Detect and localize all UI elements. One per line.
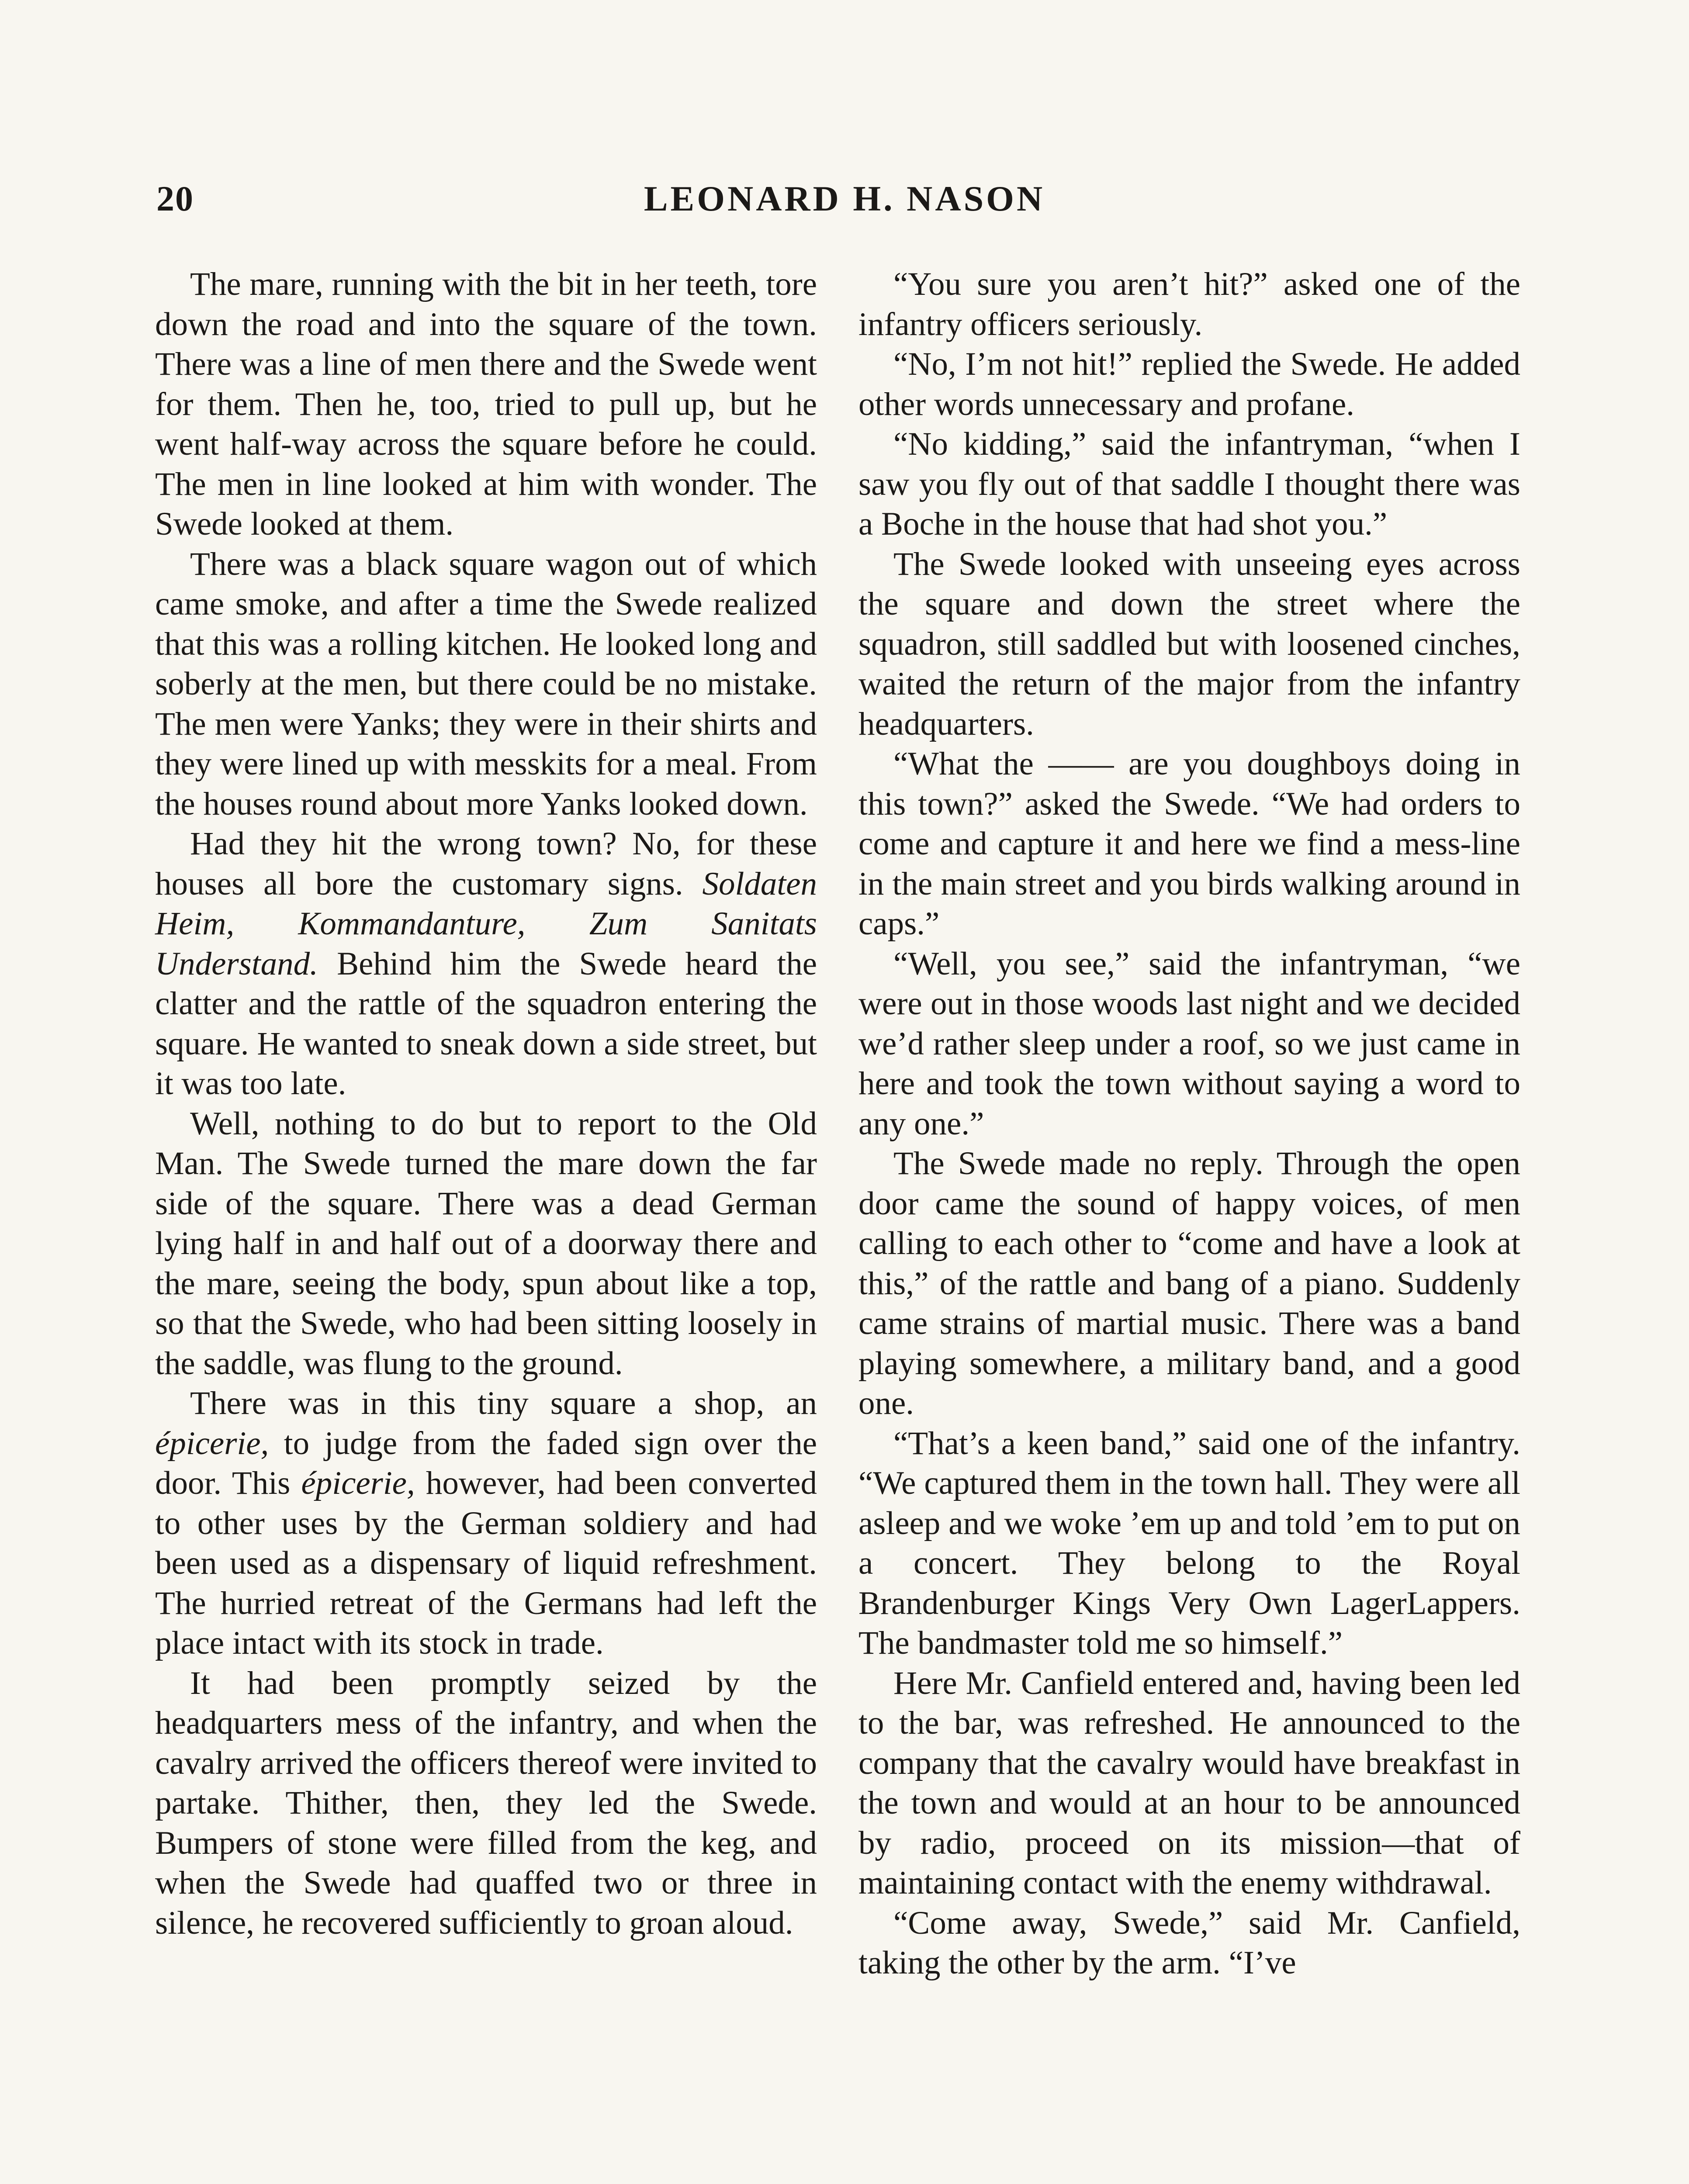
- right-column: [858, 264, 1520, 1983]
- paragraph: The Swede made no reply. Through the open door came the sound of happy voices, of men calling to each other to “come and have a look at this,” of the rattle and bang of a piano. Suddenly came strains of martial music. There was a band playing somewhere, a military band, and a good one.: [858, 1145, 1520, 1421]
- paragraph-text: There was in this tiny square a shop, an: [190, 1385, 817, 1421]
- paragraph-text: Had they hit the wrong town? No, for these houses all bore the customary signs.: [155, 826, 817, 902]
- paragraph: “No kidding,” said the infantryman, “when I saw you fly out of that saddle I thought there was a Boche in the house that had shot you.”: [858, 426, 1520, 542]
- paragraph: “No, I’m not hit!” replied the Swede. He added other words unnecessary and profane.: [858, 346, 1520, 422]
- paragraph: Here Mr. Canfield entered and, having been led to the bar, was refreshed. He announced to the company that the cavalry would have breakfast in the town and would at an hour to be announced by radio, proceed on its mission—that of maintaining contact with the enemy withdrawal.: [858, 1665, 1520, 1901]
- paragraph: [155, 1383, 817, 1663]
- left-column: [155, 264, 817, 1943]
- italic-signs: Soldaten Heim, Kommandanture, Zum Sanitats Understand.: [155, 865, 817, 982]
- page-number: 20: [156, 179, 194, 218]
- running-head: LEONARD H. NASON: [644, 179, 1045, 218]
- paragraph: The mare, running with the bit in her teeth, tore down the road and into the square of the town. There was a line of men there and the Swede went for them. Then he, too, tried to pull up, but he went half-way across the square before he could. The men in line looked at him with wonder. The Swede looked at them.: [155, 266, 817, 542]
- paragraph: It had been promptly seized by the headquarters mess of the infantry, and when the cavalry arrived the officers thereof were invited to partake. Thither, then, they led the Swede. Bumpers of stone were filled from the keg, and when the Swede had quaffed two or three in silence, he recovered sufficiently to groan aloud.: [155, 1665, 817, 1941]
- paragraph: Well, nothing to do but to report to the Old Man. The Swede turned the mare down the far side of the square. There was a dead German lying half in and half out of a doorway there and the mare, seeing the body, spun about like a top, so that the Swede, who had been sitting loosely in the saddle, was flung to the ground.: [155, 1105, 817, 1382]
- paragraph: “You sure you aren’t hit?” asked one of the infantry officers seriously.: [858, 266, 1520, 342]
- paragraph: “Come away, Swede,” said Mr. Canfield, taking the other by the arm. “I’ve: [858, 1904, 1520, 1981]
- paragraph: “What the —— are you doughboys doing in this town?” asked the Swede. “We had orders to come and capture it and here we find a mess-line in the main street and you birds walking around in caps.”: [858, 746, 1520, 942]
- paragraph-text: to judge from the faded sign over the door. This: [155, 1425, 817, 1501]
- paragraph: [155, 824, 817, 1104]
- paragraph: There was a black square wagon out of which came smoke, and after a time the Swede realized that this was a rolling kitchen. He looked long and soberly at the men, but there could be no mistake. The men were Yanks; they were in their shirts and they were lined up with messkits for a meal. From the houses round about more Yanks looked down.: [155, 546, 817, 822]
- paragraph-text: Behind him the Swede heard the clatter and the rattle of the squadron entering the square. He wanted to sneak down a side street, but it was too late.: [155, 945, 817, 1102]
- paragraph: “That’s a keen band,” said one of the infantry. “We captured them in the town hall. They were all asleep and we woke ’em up and told ’em to put on a concert. They belong to the Royal Brandenburger Kings Very Own LagerLappers. The bandmaster told me so himself.”: [858, 1425, 1520, 1661]
- italic-word: épicerie,: [301, 1465, 415, 1501]
- italic-word: épicerie,: [155, 1425, 269, 1462]
- paragraph: The Swede looked with unseeing eyes across the square and down the street where the squadron, still saddled but with loosened cinches, waited the return of the major from the infantry headquarters.: [858, 546, 1520, 742]
- paragraph: “Well, you see,” said the infantryman, “we were out in those woods last night and we decided we’d rather sleep under a roof, so we just came in here and took the town without saying a word to any one.”: [858, 945, 1520, 1142]
- paragraph-text: however, had been converted to other uses by the German soldiery and had been used as a dispensary of liquid refreshment. The hurried retreat of the Germans had left the place intact with its stock in trade.: [155, 1465, 817, 1661]
